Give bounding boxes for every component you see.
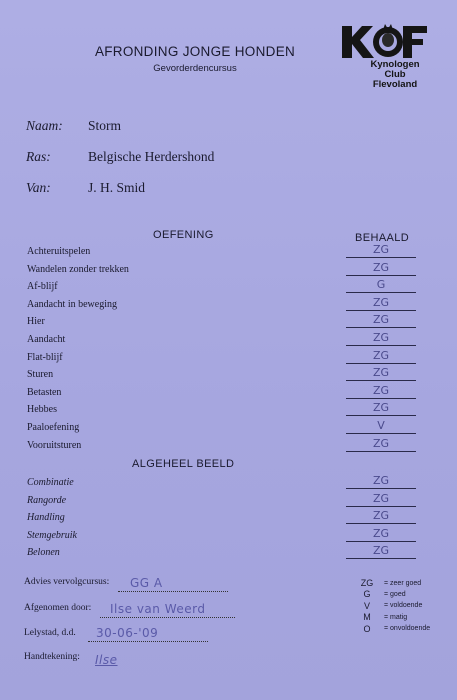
examiner-label: Afgenomen door: [24,603,92,613]
overall-score: ZG [372,526,390,540]
legend-code: O [363,623,371,634]
overall-label: Handling [27,512,65,524]
exercise-score: ZG [372,260,390,274]
signature-value: Ilse [95,653,118,667]
exercise-score-line [346,327,416,328]
overall-label: Belonen [27,547,60,559]
exercise-score-line [346,257,416,258]
legend-description: = zeer goed [384,579,422,587]
overall-score: ZG [372,509,390,523]
legend-description: = onvoldoende [384,625,431,633]
advice-line [118,591,228,592]
exercise-label: Vooruitsturen [27,439,82,451]
exercise-score-line [346,363,416,364]
overall-score-line [346,488,416,489]
advice-value: GG A [130,576,163,590]
place-label: Lelystad, d.d. [24,628,76,638]
overall-score: ZG [372,491,390,505]
exercise-label: Hier [27,316,45,328]
dog-head-icon [336,20,436,62]
legend-code: ZG [360,578,374,588]
exercise-score-line [346,275,416,276]
exercise-label: Paaloefening [27,422,80,433]
legend-description: = voldoende [384,602,423,610]
exercise-score-line [346,380,416,381]
exercise-score: ZG [372,436,390,450]
date-value: 30-06-'09 [96,626,159,640]
logo-line-2: Club [384,69,406,80]
exercise-label: Aandacht [27,334,66,345]
form-title: AFRONDING JONGE HONDEN [94,44,296,59]
exercise-score-line [346,415,416,416]
exercise-label: Aandacht in beweging [27,298,117,310]
overall-label: Stemgebruik [27,529,77,541]
overall-score-line [346,558,416,559]
overall-score-line [346,523,416,524]
examiner-value: Ilse van Weerd [110,602,206,616]
exercise-label: Sturen [27,369,54,381]
exercise-score: ZG [372,383,390,397]
overall-score-line [346,541,416,542]
exercise-label: Betasten [27,386,62,398]
exercise-score-line [346,433,416,434]
exercise-score: V [377,419,385,432]
overall-score-line [346,506,416,507]
exercise-score: G [376,278,386,292]
legend-code: G [363,589,371,600]
exercise-heading: OEFENING [153,229,214,241]
exercise-score: ZG [372,366,390,380]
exercise-score: ZG [372,295,390,309]
exercise-score-line [346,345,416,346]
overall-score: ZG [372,474,390,487]
breed-value: Belgische Herdershond [88,149,215,164]
exercise-score: ZG [372,331,390,344]
exercise-label: Flat-blijf [27,351,63,363]
exercise-label: Wandelen zonder trekken [27,263,129,275]
exercise-label: Achteruitspelen [27,246,91,257]
legend-code: M [363,612,371,623]
signature-label: Handtekening: [24,652,80,662]
name-value: Storm [88,118,122,133]
exercise-score-line [346,292,416,293]
examiner-line [100,617,235,618]
date-line [88,641,208,642]
exercise-label: Af-blijf [27,281,58,293]
form-subtitle: Gevorderdencursus [153,63,237,74]
logo-line-3: Flevoland [372,79,418,90]
exercise-score: ZG [372,313,390,327]
legend-description: = goed [384,590,406,598]
owner-label: Van: [26,180,51,195]
exercise-score-line [346,310,416,311]
advice-label: Advies vervolgcursus: [24,577,110,587]
overall-label: Combinatie [27,477,74,488]
exercise-score-line [346,451,416,452]
legend-code: V [363,600,370,611]
exercise-score: ZG [372,401,390,415]
overall-label: Rangorde [27,494,67,506]
owner-value: J. H. Smid [88,180,146,195]
club-logo [336,20,436,100]
name-label: Naam: [26,118,63,133]
result-heading: BEHAALD [355,232,410,244]
exercise-score: ZG [372,348,390,362]
exercise-score: ZG [372,243,390,256]
logo-line-1: Kynologen [370,59,420,70]
exercise-score-line [346,398,416,399]
exercise-label: Hebbes [27,404,57,416]
overall-heading: ALGEHEEL BEELD [132,458,235,470]
breed-label: Ras: [26,149,51,164]
legend-description: = matig [384,613,408,621]
overall-score: ZG [372,544,390,558]
